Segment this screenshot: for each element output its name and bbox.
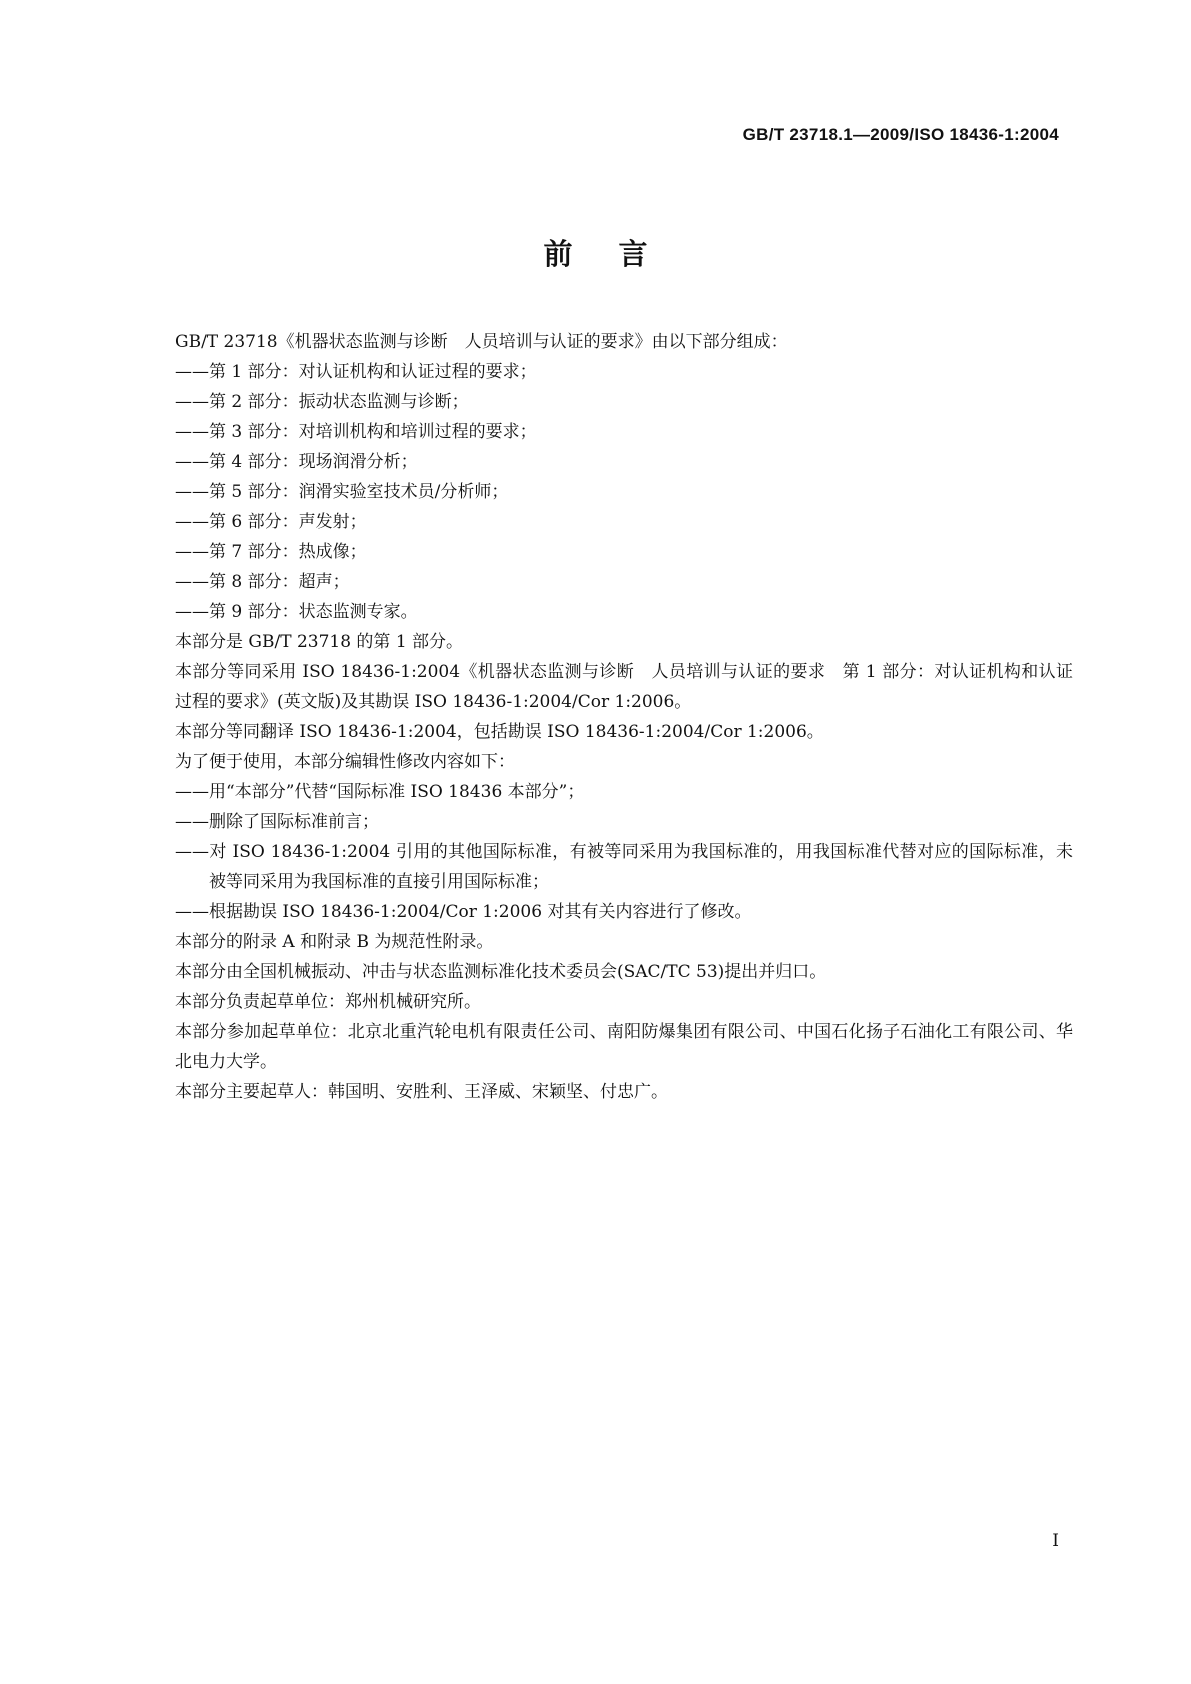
translation-paragraph: 本部分等同翻译 ISO 18436-1:2004，包括勘误 ISO 18436-1:2004/Cor 1:2006。 (175, 722, 824, 742)
part-item-text: 第 1 部分：对认证机构和认证过程的要求； (209, 362, 537, 382)
part-item-text: 第 7 部分：热成像； (209, 542, 367, 562)
part-item-text: 第 2 部分：振动状态监测与诊断； (209, 392, 469, 412)
part-item-text: 第 5 部分：润滑实验室技术员/分析师； (209, 482, 509, 502)
list-item (175, 777, 1073, 807)
foreword-body (175, 327, 1073, 1107)
list-item (175, 417, 1073, 447)
part-item-text: 第 4 部分：现场润滑分析； (209, 452, 418, 472)
part-item-text: 第 6 部分：声发射； (209, 512, 367, 532)
list-item (175, 477, 1073, 507)
annex-paragraph: 本部分的附录 A 和附录 B 为规范性附录。 (175, 932, 494, 952)
list-item (175, 837, 1073, 897)
editorial-item-text: 用“本部分”代替“国际标准 ISO 18436 本部分”； (209, 782, 585, 802)
dash-mark: —— (175, 512, 209, 532)
dash-mark: —— (175, 392, 209, 412)
page-title: 前言 (543, 237, 694, 271)
list-item (175, 447, 1073, 477)
this-part-paragraph: 本部分是 GB/T 23718 的第 1 部分。 (175, 632, 464, 652)
dash-mark: —— (175, 422, 209, 442)
page-number: I (1052, 1531, 1059, 1551)
editorial-item-text: 根据勘误 ISO 18436-1:2004/Cor 1:2006 对其有关内容进行了修改。 (209, 902, 752, 922)
dash-mark: —— (175, 842, 209, 862)
list-item (175, 567, 1073, 597)
dash-mark: —— (175, 572, 209, 592)
list-item (175, 597, 1073, 627)
list-item (175, 357, 1073, 387)
dash-mark: —— (175, 542, 209, 562)
dash-mark: —— (175, 602, 209, 622)
part-item-text: 第 9 部分：状态监测专家。 (209, 602, 418, 622)
participating-units-paragraph: 本部分参加起草单位：北京北重汽轮电机有限责任公司、南阳防爆集团有限公司、中国石化扬子石油化工有限公司、华北电力大学。 (175, 1022, 1073, 1072)
drafters-paragraph: 本部分主要起草人：韩国明、安胜利、王泽威、宋颖坚、付忠广。 (175, 1082, 668, 1102)
dash-mark: —— (175, 782, 209, 802)
list-item (175, 897, 1073, 927)
editorial-item-text: 对 ISO 18436-1:2004 引用的其他国际标准，有被等同采用为我国标准的，用我国标准代替对应的国际标准，未被等同采用为我国标准的直接引用国际标准； (209, 842, 1073, 892)
equivalent-adoption-paragraph: 本部分等同采用 ISO 18436-1:2004《机器状态监测与诊断 人员培训与认证的要求 第 1 部分：对认证机构和认证过程的要求》(英文版)及其勘误 ISO 18436-1:2004/Cor 1:2006。 (175, 662, 1073, 712)
dash-mark: —— (175, 812, 209, 832)
dash-mark: —— (175, 452, 209, 472)
dash-mark: —— (175, 362, 209, 382)
drafting-unit-paragraph: 本部分负责起草单位：郑州机械研究所。 (175, 992, 481, 1012)
standard-code-header: GB/T 23718.1—2009/ISO 18436-1:2004 (742, 125, 1059, 144)
dash-mark: —— (175, 902, 209, 922)
editorial-item-text: 删除了国际标准前言； (209, 812, 379, 832)
list-item (175, 387, 1073, 417)
part-item-text: 第 8 部分：超声； (209, 572, 350, 592)
part-item-text: 第 3 部分：对培训机构和培训过程的要求； (209, 422, 537, 442)
dash-mark: —— (175, 482, 209, 502)
editorial-intro-paragraph: 为了便于使用，本部分编辑性修改内容如下： (175, 752, 515, 772)
list-item (175, 507, 1073, 537)
proposer-paragraph: 本部分由全国机械振动、冲击与状态监测标准化技术委员会(SAC/TC 53)提出并归口。 (175, 962, 827, 982)
intro-paragraph: GB/T 23718《机器状态监测与诊断 人员培训与认证的要求》由以下部分组成： (175, 332, 788, 352)
list-item (175, 807, 1073, 837)
list-item (175, 537, 1073, 567)
